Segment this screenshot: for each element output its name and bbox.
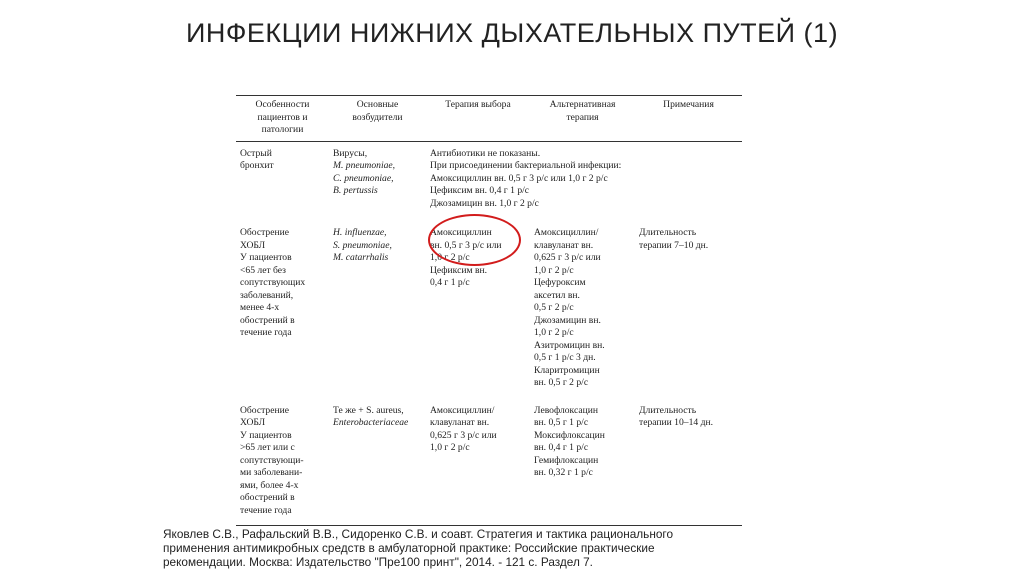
- header-notes: Примечания: [663, 99, 714, 110]
- cell-pathogens: Вирусы, M. pneumoniae, C. pneumoniae, B. pertussis: [333, 147, 396, 196]
- cell-pathogens: Те же + S. aureus, Enterobacteriaceae: [333, 404, 409, 428]
- cell-features: Обострение ХОБЛ У пациентов >65 лет или с сопутствующи- ми заболевани- ями, более 4-х обострений в течение года: [240, 404, 304, 516]
- treatment-table: [236, 95, 742, 526]
- table-row-copd-under-65: [236, 220, 742, 398]
- cell-features: Острый бронхит: [240, 147, 274, 171]
- table-row-acute-bronchitis: [236, 141, 742, 220]
- cell-alternative: Амоксициллин/ клавуланат вн. 0,625 г 3 р/с или 1,0 г 2 р/с Цефуроксим аксетил вн. 0,5 г 2 р/с Джозамицин вн. 1,0 г 2 р/с Азитромицин вн. 0,5 г 1 р/с 3 дн. Кларитромицин вн. 0,5 г 2 р/с: [534, 227, 605, 388]
- header-features: Особенности пациентов и патологии: [255, 99, 310, 135]
- header-therapy: Терапия выбора: [445, 99, 511, 110]
- header-pathogens: Основные возбудители: [352, 99, 403, 123]
- cell-therapy: Амоксициллин вн. 0,5 г 3 р/с или 1,0 г 2 р/с Цефиксим вн. 0,4 г 1 р/с: [430, 227, 502, 288]
- cell-notes: Длительность терапии 7–10 дн.: [639, 227, 709, 251]
- cell-therapy: Амоксициллин/ клавуланат вн. 0,625 г 3 р/с или 1,0 г 2 р/с: [430, 404, 497, 453]
- table-header-row: [236, 96, 742, 142]
- header-alternative: Альтернативная терапия: [549, 99, 616, 123]
- cell-features: Обострение ХОБЛ У пациентов <65 лет без сопутствующих заболеваний, менее 4-х обострений в течение года: [240, 227, 306, 338]
- cell-alternative: Левофлоксацин вн. 0,5 г 1 р/с Моксифлоксацин вн. 0,4 г 1 р/с Гемифлоксацин вн. 0,32 г 1 р/с: [534, 404, 605, 478]
- citation: Яковлев С.В., Рафальский В.В., Сидоренко С.В. и соавт. Стратегия и тактика рационального применения антимикробных средств в амбулаторной практике: Российские практические рекомендации. Москва: Издательство "Пре100 принт", 2014. - 121 с. Раздел 7.: [163, 527, 674, 569]
- table-row-copd-over-65: [236, 398, 742, 526]
- slide-title: ИНФЕКЦИИ НИЖНИХ ДЫХАТЕЛЬНЫХ ПУТЕЙ (1): [185, 18, 839, 48]
- cell-pathogens: H. influenzae, S. pneumoniae, M. catarrhalis: [333, 227, 392, 263]
- cell-therapy-merged: Антибиотики не показаны. При присоединении бактериальной инфекции: Амоксициллин вн. 0,5 г 3 р/с или 1,0 г 2 р/с Цефиксим вн. 0,4 г 1 р/с Джозамицин вн. 1,0 г 2 р/с: [430, 147, 622, 209]
- cell-notes: Длительность терапии 10–14 дн.: [639, 404, 713, 428]
- treatment-table-container: [236, 95, 742, 526]
